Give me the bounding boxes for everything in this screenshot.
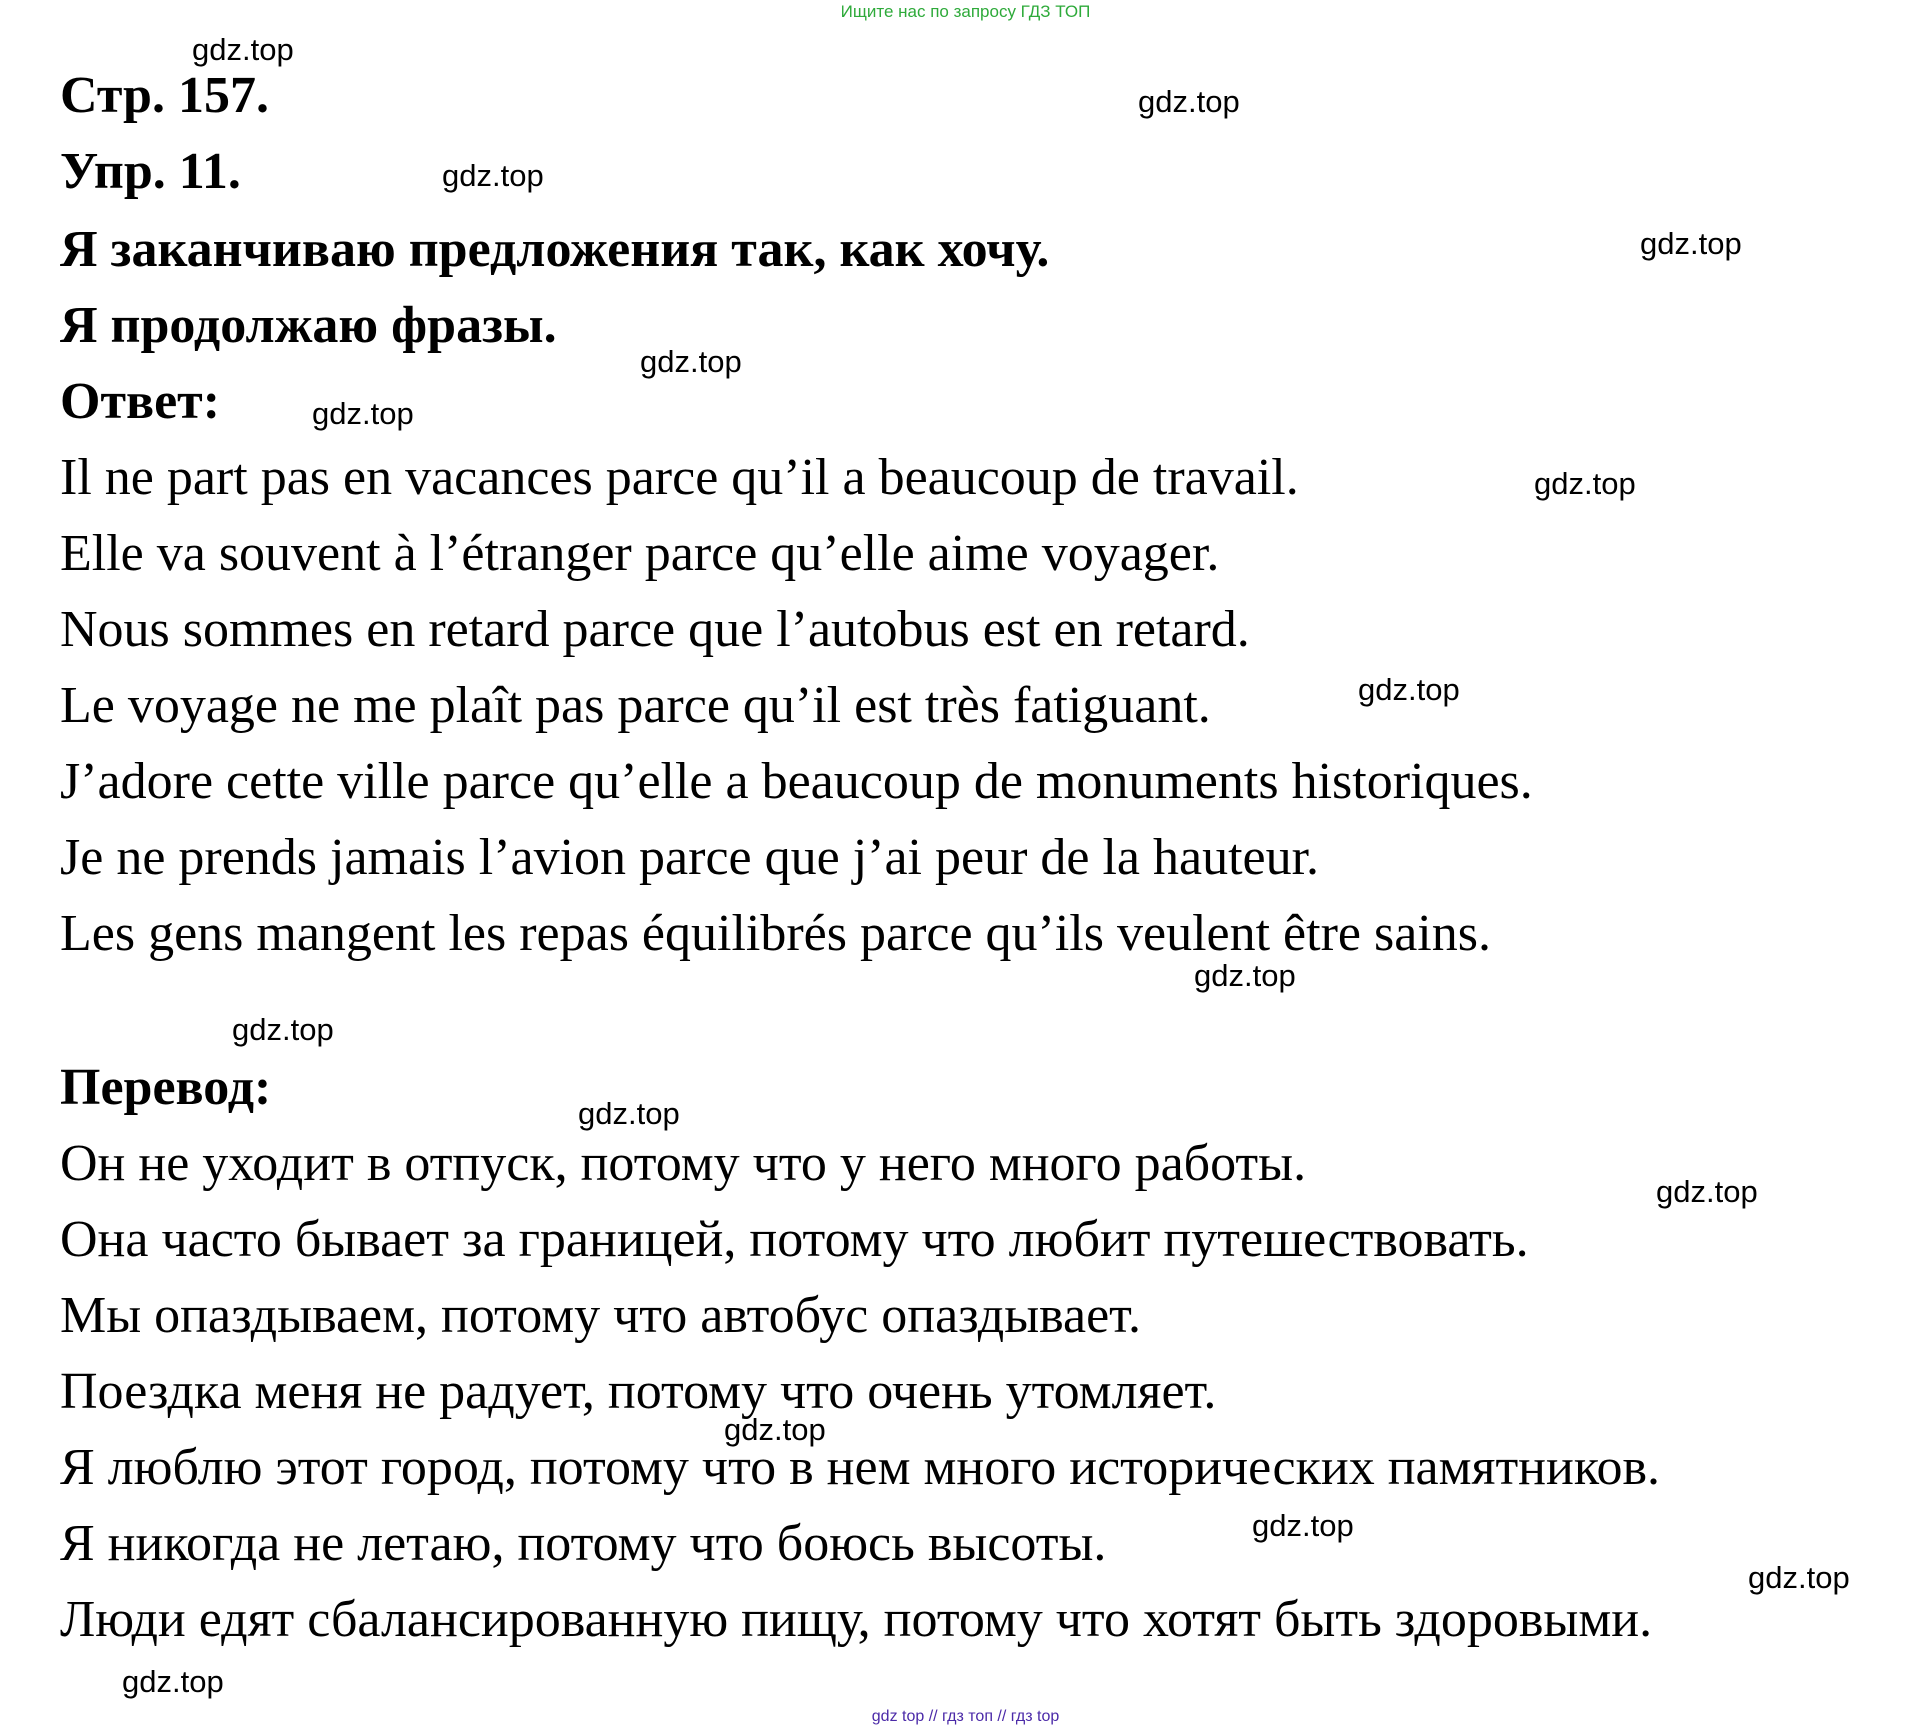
watermark: gdz.top bbox=[1138, 84, 1240, 119]
watermark: gdz.top bbox=[724, 1412, 826, 1447]
watermark: gdz.top bbox=[640, 344, 742, 379]
top-search-note: Ищите нас по запросу ГДЗ ТОП bbox=[840, 2, 1091, 21]
answer-line-3: Nous sommes en retard parce que l’autobus est en retard. bbox=[60, 601, 1250, 658]
watermark: gdz.top bbox=[1252, 1508, 1354, 1543]
answer-line-1: Il ne part pas en vacances parce qu’il a beaucoup de travail. bbox=[60, 449, 1299, 506]
answer-line-2: Elle va souvent à l’étranger parce qu’elle aime voyager. bbox=[60, 525, 1220, 582]
page-number-heading: Стр. 157. bbox=[60, 67, 269, 124]
watermark: gdz.top bbox=[1534, 466, 1636, 501]
watermark: gdz.top bbox=[1640, 226, 1742, 261]
answer-line-7: Les gens mangent les repas équilibrés parce qu’ils veulent être sains. bbox=[60, 905, 1491, 962]
translation-line-3: Мы опаздываем, потому что автобус опаздывает. bbox=[60, 1287, 1141, 1344]
watermark: gdz.top bbox=[1358, 672, 1460, 707]
exercise-heading: Упр. 11. bbox=[60, 143, 241, 200]
watermark: gdz.top bbox=[578, 1096, 680, 1131]
task-line-1: Я заканчиваю предложения так, как хочу. bbox=[60, 221, 1050, 278]
translation-line-4: Поездка меня не радует, потому что очень утомляет. bbox=[60, 1363, 1217, 1420]
translation-line-5: Я люблю этот город, потому что в нем много исторических памятников. bbox=[60, 1439, 1661, 1496]
answer-line-4: Le voyage ne me plaît pas parce qu’il est très fatiguant. bbox=[60, 677, 1211, 734]
watermark: gdz.top bbox=[312, 396, 414, 431]
watermark: gdz.top bbox=[442, 158, 544, 193]
translation-line-6: Я никогда не летаю, потому что боюсь высоты. bbox=[60, 1515, 1107, 1572]
translation-line-1: Он не уходит в отпуск, потому что у него много работы. bbox=[60, 1135, 1307, 1192]
task-line-2: Я продолжаю фразы. bbox=[60, 297, 557, 354]
watermark: gdz.top bbox=[1656, 1174, 1758, 1209]
footer-links: gdz top // гдз топ // гдз top bbox=[871, 1708, 1060, 1725]
watermark: gdz.top bbox=[1194, 958, 1296, 993]
watermark: gdz.top bbox=[232, 1012, 334, 1047]
translation-line-7: Люди едят сбалансированную пищу, потому что хотят быть здоровыми. bbox=[60, 1591, 1653, 1648]
translation-line-2: Она часто бывает за границей, потому что любит путешествовать. bbox=[60, 1211, 1529, 1268]
translation-label: Перевод: bbox=[60, 1059, 272, 1116]
answer-line-6: Je ne prends jamais l’avion parce que j’ai peur de la hauteur. bbox=[60, 829, 1320, 886]
watermark: gdz.top bbox=[192, 32, 294, 67]
answer-label: Ответ: bbox=[60, 373, 221, 430]
watermark: gdz.top bbox=[122, 1664, 224, 1699]
watermark: gdz.top bbox=[1748, 1560, 1850, 1595]
answer-line-5: J’adore cette ville parce qu’elle a beaucoup de monuments historiques. bbox=[60, 753, 1533, 810]
